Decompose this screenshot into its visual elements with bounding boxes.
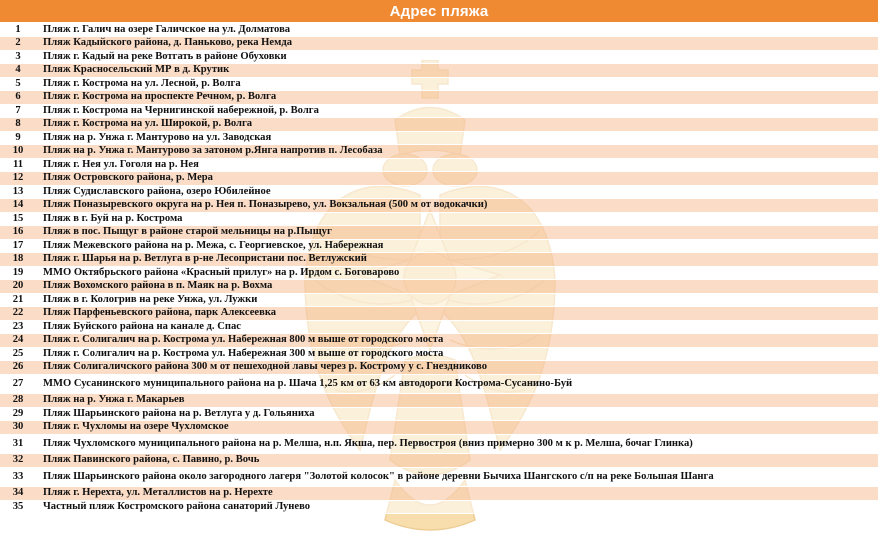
beach-address: Пляж Шарьинского района на р. Ветлуга у д. Гольянихa: [36, 407, 878, 421]
header-title: Адрес пляжа: [389, 2, 489, 20]
beach-address: Пляж г. Шарья на р. Ветлуга в р-не Лесопристани пос. Ветлужский: [36, 253, 878, 267]
row-number: 11: [0, 158, 36, 172]
row-number: 6: [0, 91, 36, 105]
row-number: 14: [0, 199, 36, 213]
beach-address: Пляж на р. Унжа г. Мантурово на ул. Заводская: [36, 131, 878, 145]
table-row: [0, 64, 878, 78]
table-row: [0, 185, 878, 199]
table-row: [0, 23, 878, 37]
beach-address: Пляж Красносельский МР в д. Крутик: [36, 64, 878, 78]
row-number: 25: [0, 347, 36, 361]
table-row: [0, 467, 878, 487]
row-number: 34: [0, 487, 36, 501]
row-number: 16: [0, 226, 36, 240]
row-number: 20: [0, 280, 36, 294]
table-row: [0, 253, 878, 267]
beach-address: Пляж Судиславского района, озеро Юбилейное: [36, 185, 878, 199]
table-row: [0, 158, 878, 172]
beach-address: Пляж Буйского района на канале д. Спас: [36, 320, 878, 334]
table-row: [0, 407, 878, 421]
beach-address: Пляж г. Кострома на ул. Широкой, р. Волга: [36, 118, 878, 132]
beach-address: Пляж г. Чухломы на озере Чухломское: [36, 421, 878, 435]
table-row: [0, 500, 878, 514]
beach-address: Пляж Шарьинского района около загородного лагеря "Золотой колосок" в районе деревни Бычиха Шангского с/п на реке Большая Шанга: [36, 467, 878, 487]
table-row: [0, 226, 878, 240]
beach-address: Частный пляж Костромского района санаторий Лунево: [36, 500, 878, 514]
table-row: [0, 454, 878, 468]
table-row: [0, 394, 878, 408]
table-row: [0, 320, 878, 334]
table-row: [0, 145, 878, 159]
table-row: [0, 487, 878, 501]
row-number: 9: [0, 131, 36, 145]
beach-address: Пляж Межевского района на р. Межа, с. Георгиевское, ул. Набережная: [36, 239, 878, 253]
row-number: 24: [0, 334, 36, 348]
row-number: 10: [0, 145, 36, 159]
beach-address: Пляж Вохомского района в п. Маяк на р. Вохма: [36, 280, 878, 294]
row-number: 27: [0, 374, 36, 394]
table-row: [0, 334, 878, 348]
table-row: [0, 266, 878, 280]
beach-address: Пляж Кадыйского района, д. Паньково, река Немда: [36, 37, 878, 51]
row-number: 35: [0, 500, 36, 514]
beach-address: Пляж в г. Буй на р. Кострома: [36, 212, 878, 226]
row-number: 26: [0, 361, 36, 375]
table-row: [0, 77, 878, 91]
table-row: [0, 37, 878, 51]
table-row: [0, 293, 878, 307]
table-row: [0, 374, 878, 394]
beach-address: Пляж г. Кострома на проспекте Речном, р. Волга: [36, 91, 878, 105]
row-number: 12: [0, 172, 36, 186]
beach-address: Пляж г. Нея ул. Гоголя на р. Нея: [36, 158, 878, 172]
row-number: 21: [0, 293, 36, 307]
beach-address: Пляж Павинского района, с. Павино, р. Вочь: [36, 454, 878, 468]
beach-address: Пляж Поназыревского округа на р. Нея п. Поназырево, ул. Вокзальная (500 м от водокачки): [36, 199, 878, 213]
beach-address: Пляж г. Кострома на Чернигинской набережной, р. Волга: [36, 104, 878, 118]
table-row: [0, 280, 878, 294]
table-row: [0, 50, 878, 64]
row-number: 4: [0, 64, 36, 78]
row-number: 29: [0, 407, 36, 421]
row-number: 17: [0, 239, 36, 253]
beach-address: Пляж Солигаличского района 300 м от пешеходной лавы через р. Кострому у с. Гнездниково: [36, 361, 878, 375]
beach-address: Пляж в г. Кологрив на реке Унжа, ул. Лужки: [36, 293, 878, 307]
row-number: 3: [0, 50, 36, 64]
row-number: 2: [0, 37, 36, 51]
table-row: [0, 118, 878, 132]
table-row: [0, 361, 878, 375]
row-number: 18: [0, 253, 36, 267]
beach-address: Пляж на р. Унжа г. Макарьев: [36, 394, 878, 408]
beach-address: Пляж в пос. Пыщуг в районе старой мельницы на р.Пыщуг: [36, 226, 878, 240]
table-row: [0, 239, 878, 253]
table-row: [0, 91, 878, 105]
beach-address: Пляж г. Солигалич на р. Кострома ул. Набережная 300 м выше от городского моста: [36, 347, 878, 361]
beach-address: ММО Сусанинского муниципального района на р. Шача 1,25 км от 63 км автодороги Кострома-Сусанино-Буй: [36, 374, 878, 394]
beach-address: Пляж Парфеньевского района, парк Алексеевка: [36, 307, 878, 321]
row-number: 30: [0, 421, 36, 435]
row-number: 7: [0, 104, 36, 118]
table-row: [0, 104, 878, 118]
row-number: 1: [0, 23, 36, 37]
row-number: 28: [0, 394, 36, 408]
beach-address: Пляж г. Кострома на ул. Лесной, р. Волга: [36, 77, 878, 91]
table-row: [0, 307, 878, 321]
row-number: 19: [0, 266, 36, 280]
row-number: 32: [0, 454, 36, 468]
row-number: 33: [0, 467, 36, 487]
row-number: 23: [0, 320, 36, 334]
table-row: [0, 212, 878, 226]
beach-address: Пляж Чухломского муниципального района на р. Мелша, н.п. Якша, пер. Первостроя (вниз примерно 300 м к р. Мелша, бочаг Глинка): [36, 434, 878, 454]
row-number: 15: [0, 212, 36, 226]
table-row: [0, 199, 878, 213]
beach-table: [0, 23, 878, 514]
row-number: 22: [0, 307, 36, 321]
beach-address: Пляж г. Кадый на реке Вотгать в районе Обуховки: [36, 50, 878, 64]
table-row: [0, 172, 878, 186]
table-row: [0, 347, 878, 361]
beach-address: ММО Октябрьского района «Красный прилуг» на р. Ирдом с. Боговарово: [36, 266, 878, 280]
row-number: 31: [0, 434, 36, 454]
beach-address: Пляж на р. Унжа г. Мантурово за затоном р.Янга напротив п. Лесобаза: [36, 145, 878, 159]
row-number: 8: [0, 118, 36, 132]
row-number: 13: [0, 185, 36, 199]
beach-address: Пляж г. Солигалич на р. Кострома ул. Набережная 800 м выше от городского моста: [36, 334, 878, 348]
beach-address: Пляж Островского района, р. Мера: [36, 172, 878, 186]
table-row: [0, 434, 878, 454]
row-number: 5: [0, 77, 36, 91]
table-row: [0, 131, 878, 145]
beach-address: Пляж г. Галич на озере Галичское на ул. Долматова: [36, 23, 878, 37]
table-header: [0, 0, 878, 23]
table-row: [0, 421, 878, 435]
beach-address: Пляж г. Нерехта, ул. Металлистов на р. Нерехте: [36, 487, 878, 501]
